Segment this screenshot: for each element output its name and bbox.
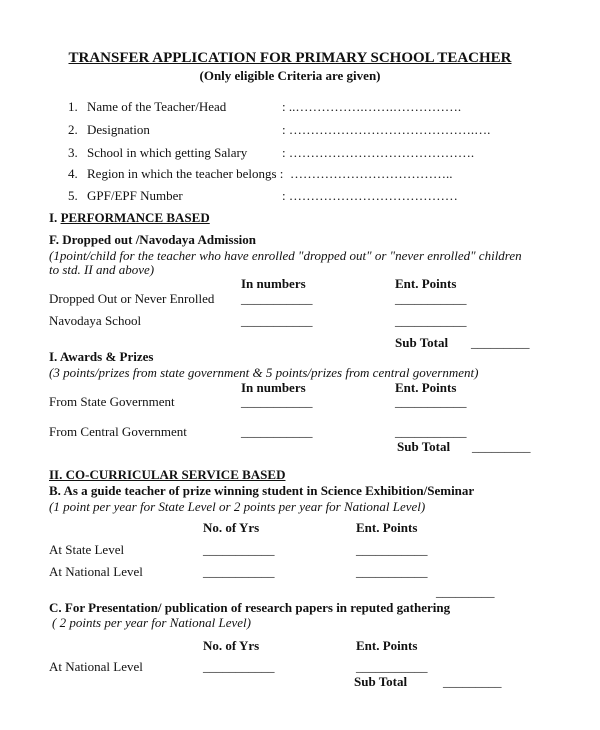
subtotal-blank[interactable]: _________ — [472, 439, 531, 454]
field-number: 4. — [68, 166, 78, 181]
blank-in-numbers[interactable]: ___________ — [241, 394, 313, 409]
subsection-note: to std. II and above) — [49, 262, 155, 277]
column-header-ent-points: Ent. Points — [356, 520, 418, 535]
blank-no-of-yrs[interactable]: ___________ — [203, 564, 275, 579]
field-label-school: School in which getting Salary — [87, 145, 248, 160]
field-value-gpf[interactable]: : ………………………………… — [282, 188, 458, 203]
row-label-navodaya: Navodaya School — [49, 313, 142, 328]
field-label-gpf: GPF/EPF Number — [87, 188, 183, 203]
blank-no-of-yrs[interactable]: ___________ — [203, 659, 275, 674]
subsection-title-dropped-out: F. Dropped out /Navodaya Admission — [49, 232, 256, 247]
section-heading-co-curricular: II. CO-CURRICULAR SERVICE BASED — [49, 467, 286, 482]
field-label-region: Region in which the teacher belongs : — [87, 166, 284, 181]
subsection-title-science-exhibition: B. As a guide teacher of prize winning student in Science Exhibition/Seminar — [49, 483, 475, 498]
blank-in-numbers[interactable]: ___________ — [241, 313, 313, 328]
column-header-no-of-yrs: No. of Yrs — [203, 520, 260, 535]
field-value-name[interactable]: : ..…………….…….……………. — [282, 99, 462, 114]
subtotal-blank[interactable]: _________ — [443, 674, 502, 689]
blank-no-of-yrs[interactable]: ___________ — [203, 542, 275, 557]
blank-ent-points[interactable]: ___________ — [395, 394, 467, 409]
blank-ent-points[interactable]: ___________ — [395, 424, 467, 439]
field-value-school[interactable]: : ……………………………………. — [282, 145, 475, 160]
column-header-in-numbers: In numbers — [241, 276, 306, 291]
row-label-state-government: From State Government — [49, 394, 175, 409]
document-title: TRANSFER APPLICATION FOR PRIMARY SCHOOL TEACHER — [68, 50, 512, 66]
subtotal-blank[interactable]: _________ — [471, 335, 530, 350]
row-label-national-level: At National Level — [49, 564, 143, 579]
subsection-title-awards: I. Awards & Prizes — [49, 349, 154, 364]
column-header-in-numbers: In numbers — [241, 380, 306, 395]
subsection-note: (3 points/prizes from state government & 5 points/prizes from central government) — [49, 365, 479, 380]
blank-ent-points[interactable]: ___________ — [356, 659, 428, 674]
row-label-state-level: At State Level — [49, 542, 125, 557]
blank-in-numbers[interactable]: ___________ — [241, 424, 313, 439]
blank-ent-points[interactable]: ___________ — [395, 291, 467, 306]
subsection-title-research-papers: C. For Presentation/ publication of research papers in reputed gathering — [49, 600, 451, 615]
row-label-central-government: From Central Government — [49, 424, 187, 439]
subsection-note: (1point/child for the teacher who have enrolled "dropped out" or "never enrolled" children — [49, 248, 522, 263]
blank-in-numbers[interactable]: ___________ — [241, 291, 313, 306]
field-label-name: Name of the Teacher/Head — [87, 99, 227, 114]
subsection-note: ( 2 points per year for National Level) — [52, 615, 251, 630]
field-number: 2. — [68, 122, 78, 137]
column-header-ent-points: Ent. Points — [356, 638, 418, 653]
field-label-designation: Designation — [87, 122, 150, 137]
field-number: 1. — [68, 99, 78, 114]
subsection-note: (1 point per year for State Level or 2 points per year for National Level) — [49, 499, 426, 514]
field-number: 5. — [68, 188, 78, 203]
row-label-national-level: At National Level — [49, 659, 143, 674]
subtotal-label: Sub Total — [397, 439, 451, 454]
blank-ent-points[interactable]: ___________ — [356, 564, 428, 579]
field-value-designation[interactable]: : …………………………………….…. — [282, 122, 491, 137]
row-label-dropped-out: Dropped Out or Never Enrolled — [49, 291, 215, 306]
subtotal-blank[interactable]: _________ — [436, 584, 495, 599]
column-header-no-of-yrs: No. of Yrs — [203, 638, 260, 653]
subtotal-label: Sub Total — [354, 674, 408, 689]
field-value-region[interactable]: ……………………………….. — [290, 166, 453, 181]
blank-ent-points[interactable]: ___________ — [395, 313, 467, 328]
document-subtitle: (Only eligible Criteria are given) — [199, 68, 381, 83]
section-heading-performance: I. PERFORMANCE BASED — [49, 210, 210, 225]
column-header-ent-points: Ent. Points — [395, 380, 457, 395]
field-number: 3. — [68, 145, 78, 160]
column-header-ent-points: Ent. Points — [395, 276, 457, 291]
blank-ent-points[interactable]: ___________ — [356, 542, 428, 557]
subtotal-label: Sub Total — [395, 335, 449, 350]
